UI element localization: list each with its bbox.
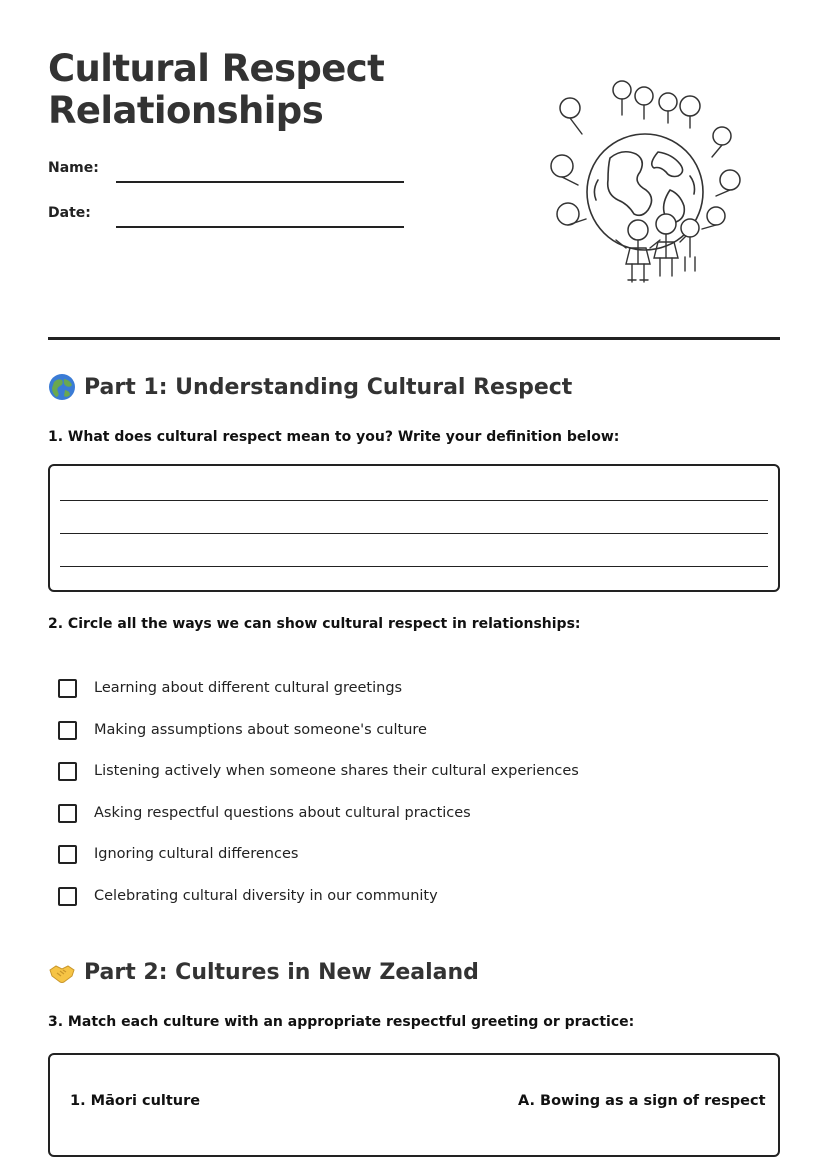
option-checkbox[interactable] [58,845,77,864]
option-label: Ignoring cultural differences [94,846,299,862]
option-item[interactable] [58,676,658,700]
name-label: Name: [48,160,99,176]
option-checkbox[interactable] [58,804,77,823]
handshake-icon [48,958,76,986]
children-around-globe-icon [540,80,750,292]
globe-icon [48,373,76,401]
question-1: 1. What does cultural respect mean to you? Write your definition below: [48,429,620,445]
question-3: 3. Match each culture with an appropriate respectful greeting or practice: [48,1014,635,1030]
option-checkbox[interactable] [58,762,77,781]
name-field[interactable] [116,181,404,183]
option-label: Learning about different cultural greetings [94,680,403,696]
match-right-item[interactable]: A. Bowing as a sign of respect [518,1093,766,1109]
date-label: Date: [48,205,91,221]
matching-box [48,1053,780,1157]
part2-heading-text: Part 2: Cultures in New Zealand [84,959,479,985]
date-field[interactable] [116,226,404,228]
definition-answer-box[interactable] [48,464,780,592]
answer-line[interactable] [60,533,768,534]
option-item[interactable] [58,842,658,866]
answer-line[interactable] [60,566,768,567]
option-label: Listening actively when someone shares their cultural experiences [94,763,579,779]
section-divider [48,337,780,340]
option-item[interactable] [58,759,658,783]
part2-heading [48,958,479,986]
option-item[interactable] [58,718,658,742]
option-checkbox[interactable] [58,887,77,906]
option-item[interactable] [58,884,658,908]
part1-heading [48,373,572,401]
option-label: Asking respectful questions about cultural practices [94,805,471,821]
option-label: Celebrating cultural diversity in our community [94,888,438,904]
option-checkbox[interactable] [58,721,77,740]
option-item[interactable] [58,801,658,825]
match-left-item[interactable]: 1. Māori culture [70,1093,201,1109]
option-label: Making assumptions about someone's culture [94,722,427,738]
option-checkbox[interactable] [58,679,77,698]
answer-line[interactable] [60,500,768,501]
part1-heading-text: Part 1: Understanding Cultural Respect [84,374,573,400]
question-2: 2. Circle all the ways we can show cultural respect in relationships: [48,616,581,632]
page-title: Cultural Respect Relationships [48,47,385,132]
